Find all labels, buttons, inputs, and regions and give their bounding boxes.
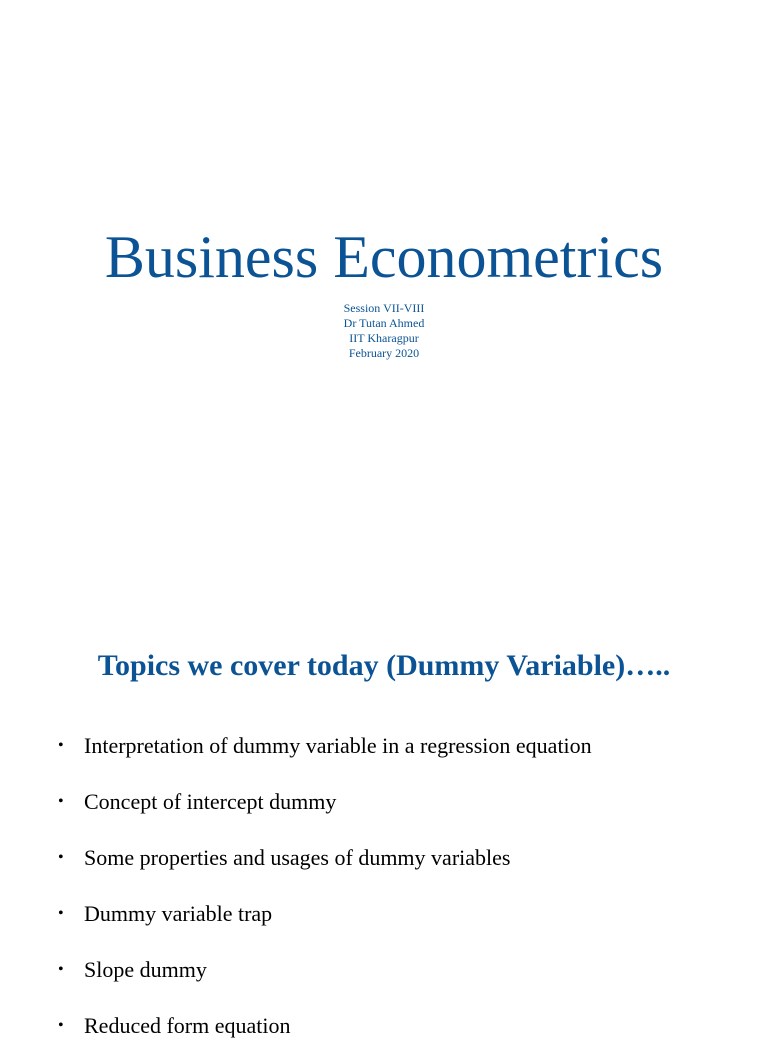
institution-line: IIT Kharagpur (349, 331, 419, 345)
list-item (58, 896, 748, 932)
author-line: Dr Tutan Ahmed (343, 316, 425, 330)
bullet-icon: • (58, 961, 64, 978)
list-item (58, 784, 748, 820)
topic-text: Some properties and usages of dummy variables (84, 845, 511, 870)
bullet-icon: • (58, 737, 64, 754)
topics-heading: Topics we cover today (Dummy Variable)….. (97, 649, 671, 682)
bullet-icon: • (58, 793, 64, 810)
session-info (0, 301, 768, 361)
topic-list (58, 728, 748, 1064)
list-item (58, 728, 748, 764)
bullet-icon: • (58, 1017, 64, 1034)
session-line: Session VII-VIII (343, 301, 425, 315)
topic-text: Dummy variable trap (84, 901, 273, 926)
bullet-icon: • (58, 905, 64, 922)
topic-text: Slope dummy (84, 957, 207, 982)
topic-text: Interpretation of dummy variable in a regression equation (84, 733, 592, 758)
topic-text: Reduced form equation (84, 1013, 291, 1038)
bullet-icon: • (58, 849, 64, 866)
date-line: February 2020 (348, 346, 420, 360)
list-item (58, 952, 748, 988)
topic-text: Concept of intercept dummy (84, 789, 337, 814)
list-item (58, 840, 748, 876)
presentation-title: Business Econometrics (104, 224, 664, 290)
list-item (58, 1008, 748, 1044)
